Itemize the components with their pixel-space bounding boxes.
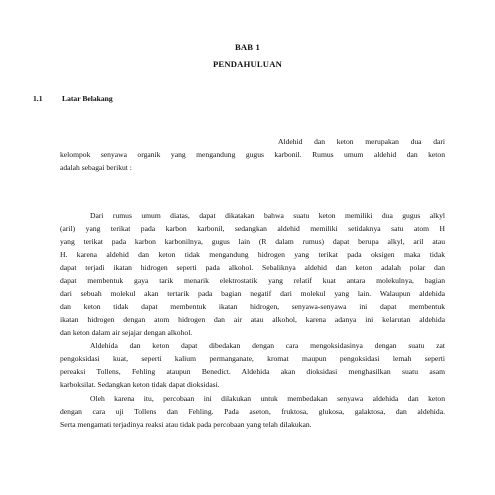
- paragraph-1-line-1: Aldehid dan keton merupakan dua dari: [278, 137, 445, 146]
- paragraph-3-line-3: pereaksi Tollens, Fehling ataupun Benedict. Aldehida akan dioksidasi menghasilkan suatu asam: [60, 367, 445, 376]
- paragraph-2-line-10: dan keton dalam air sejajar dengan alkohol.: [60, 328, 193, 337]
- paragraph-2-line-9: ikatan hidrogen dengan atom hidrogen dan air atau alkohol, karena adanya ini kelarutan aldehida: [60, 315, 445, 324]
- paragraph-3-line-2: pengoksidasi kuat, seperti kalium permanganate, kromat maupun pengoksidasi lemah seperti: [60, 354, 445, 363]
- paragraph-3-line-1: Aldehida dan keton dapat dibedakan dengan cara mengoksidasinya dengan suatu zat: [90, 341, 445, 350]
- paragraph-2-line-4: H. karena aldehid dan keton tidak mengandung hidrogen yang terikat pada oksigen maka tidak: [60, 250, 445, 259]
- paragraph-1-line-2: kelompok senyawa organik yang mengandung gugus karbonil. Rumus umum aldehid dan keton: [60, 150, 445, 159]
- section-number: 1.1: [33, 94, 43, 103]
- paragraph-4-line-1: Oleh karena itu, percobaan ini dilakukan untuk membedakan senyawa aldehida dan keton: [90, 394, 445, 403]
- section-title: Latar Belakang: [62, 94, 113, 103]
- paragraph-2-line-1: Dari rumus umum diatas, dapat dikatakan bahwa suatu keton memiliki dua gugus alkyl: [90, 211, 445, 220]
- paragraph-4-line-3: Serta mengamati terjadinya reaksi atau tidak pada percobaan yang telah dilakukan.: [60, 420, 312, 429]
- paragraph-2-line-3: yang terikat pada karbon karbonilnya, gugus lain (R dalam rumus) dapat berupa alkyl, aril atau: [60, 237, 445, 246]
- chapter-title: PENDAHULUAN: [212, 59, 283, 69]
- chapter-number: BAB 1: [234, 42, 261, 52]
- paragraph-2-line-5: dapat terjadi ikatan hidrogen seperti pada alkohol. Sebaliknya aldehid dan keton adalah polar dan: [60, 263, 445, 272]
- paragraph-1-line-3: adalah sebagai berikut :: [60, 163, 132, 172]
- paragraph-2-line-2: (aril) yang terikat pada karbon karbonil, sedangkan aldehid memiliki setidaknya satu atom H: [60, 224, 445, 233]
- paragraph-3-line-4: karboksilat. Sedangkan keton tidak dapat dioksidasi.: [60, 380, 220, 389]
- paragraph-2-line-6: dapat membentuk gaya tarik menarik elektrostatik yang relatif kuat antara molekulnya, bagian: [60, 276, 445, 285]
- paragraph-2-line-7: dari sebuah molekul akan tertarik pada bagian negatif dari molekul yang lain. Walaupun aldehida: [60, 289, 445, 298]
- paragraph-4-line-2: dengan cara uji Tollens dan Fehling. Pada aseton, fruktosa, glukosa, galaktosa, dan aldehida.: [60, 407, 445, 416]
- paragraph-2-line-8: dan keton tidak dapat membentuk ikatan hidrogen, senyawa-senyawa ini dapat membentuk: [60, 302, 445, 311]
